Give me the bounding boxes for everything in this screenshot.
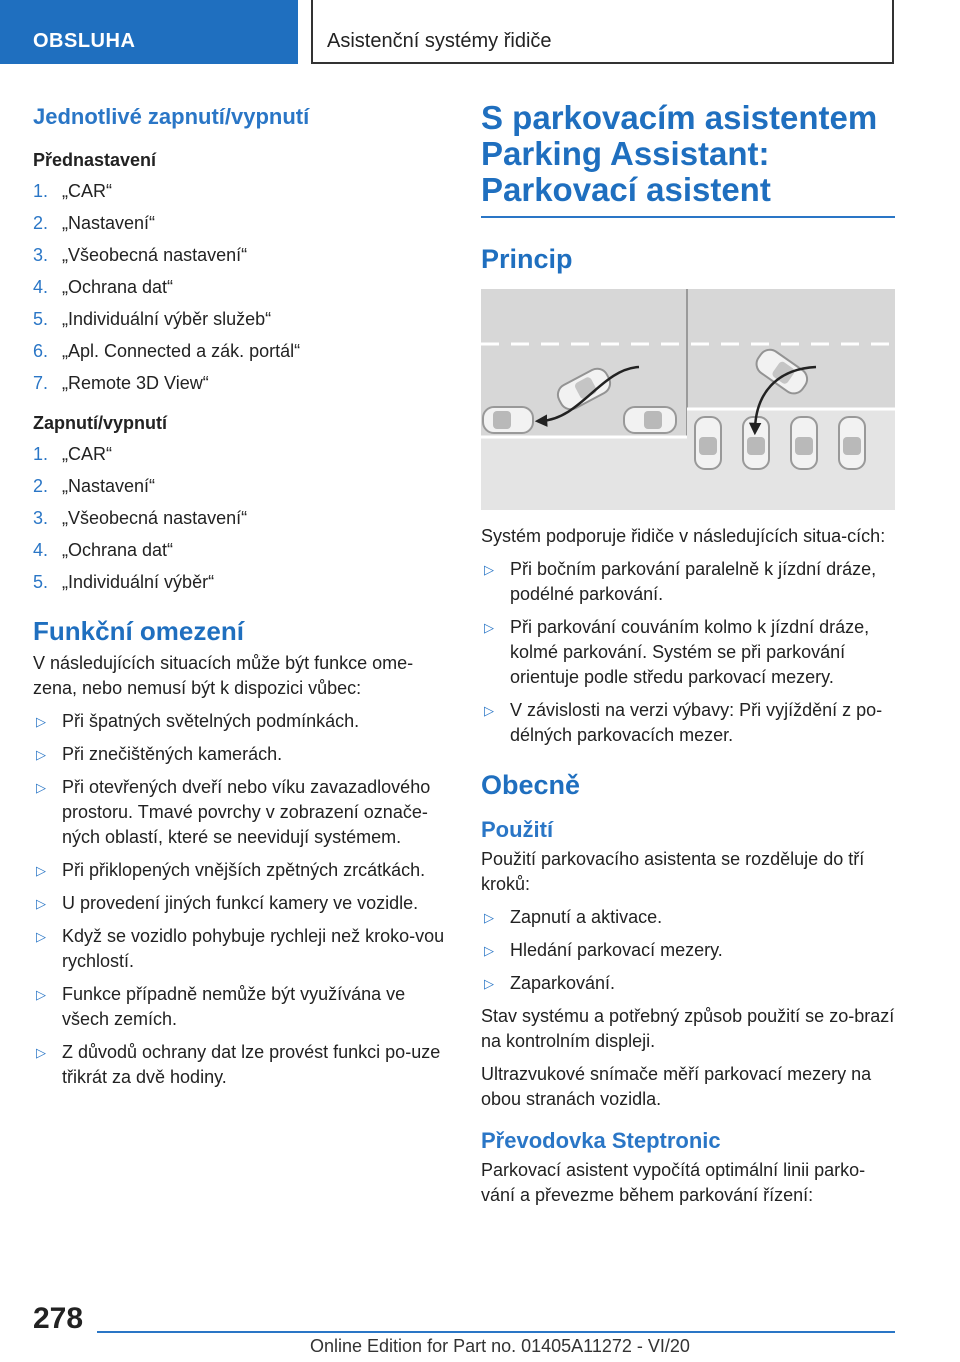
header-chapter-box xyxy=(311,0,894,64)
triangle-right-icon: ▷ xyxy=(484,943,494,958)
list-item: ▷ Když se vozidlo pohybuje rychleji než kroko‐vou rychlostí. xyxy=(36,926,445,971)
title-rule xyxy=(481,216,895,218)
use-intro: Použití parkovacího asistenta se rozděluje do tří kroků: xyxy=(481,849,865,894)
use-heading: Použití xyxy=(481,817,554,842)
list-item: 3. „Všeobecná nastavení“ xyxy=(33,245,248,265)
triangle-right-icon: ▷ xyxy=(36,714,46,729)
use-paragraph-1: Stav systému a potřebný způsob použití se zo‐brazí na kontrolním displeji. xyxy=(481,1006,895,1051)
list-item: ▷ Při otevřených dveří nebo víku zavazadlového prostoru. Tmavé povrchy v zobrazení označe‐ných oblastí, které se neevidují systémem. xyxy=(36,777,431,847)
chapter-title: S parkovacím asistentem Parking Assistant: Parkovací asistent xyxy=(481,99,878,208)
principle-heading: Princip xyxy=(481,244,573,274)
footer-edition: Online Edition for Part no. 01405A11272 - VI/20 xyxy=(310,1336,690,1356)
right-column xyxy=(481,100,895,1208)
list-item: 7. „Remote 3D View“ xyxy=(33,373,209,393)
gearbox-heading: Převodovka Steptronic xyxy=(481,1128,721,1153)
use-paragraph-2: Ultrazvukové snímače měří parkovací mezery na obou stranách vozidla. xyxy=(481,1064,872,1109)
list-item: ▷ Při bočním parkování paralelně k jízdní dráze, podélné parkování. xyxy=(484,559,877,604)
preset-label: Přednastavení xyxy=(33,150,157,170)
list-item: ▷ V závislosti na verzi výbavy: Při vyjíždění z po‐délných parkovacích mezer. xyxy=(484,700,883,745)
list-item: ▷ Při parkování couváním kolmo k jízdní dráze, kolmé parkování. Systém se při parkování orientuje podle středu parkovací mezery. xyxy=(484,617,870,687)
principle-list xyxy=(481,557,895,748)
list-item: ▷ Zaparkování. xyxy=(481,971,895,996)
principle-intro: Systém podporuje řidiče v následujících situa‐cích: xyxy=(481,526,886,546)
parking-diagram xyxy=(481,289,895,510)
list-item: ▷ Z důvodů ochrany dat lze provést funkci po‐uze třikrát za dvě hodiny. xyxy=(36,1042,441,1087)
limits-list xyxy=(33,709,448,1090)
left-column xyxy=(33,100,448,1090)
car-icon xyxy=(624,407,676,433)
list-item: 2. „Nastavení“ xyxy=(33,476,156,496)
triangle-right-icon: ▷ xyxy=(36,896,46,911)
triangle-right-icon: ▷ xyxy=(36,987,46,1002)
onoff-list xyxy=(33,438,448,598)
list-item: 1. „CAR“ xyxy=(33,444,112,464)
limits-heading: Funkční omezení xyxy=(33,616,244,646)
preset-list xyxy=(33,175,448,399)
car-icon xyxy=(483,407,533,433)
list-item: 4. „Ochrana dat“ xyxy=(33,277,174,297)
general-heading: Obecně xyxy=(481,770,581,800)
list-item: 5. „Individuální výběr“ xyxy=(33,572,215,592)
car-icon xyxy=(839,417,865,469)
car-icon xyxy=(791,417,817,469)
list-item: 1. „CAR“ xyxy=(33,181,112,201)
triangle-right-icon: ▷ xyxy=(484,976,494,991)
list-item: ▷ Zapnutí a aktivace. xyxy=(481,905,895,930)
limits-intro: V následujících situacích může být funkce ome‐zena, nebo nemusí být k dispozici vůbec: xyxy=(33,653,414,698)
onoff-label: Zapnutí/vypnutí xyxy=(33,413,167,433)
list-item: ▷ Hledání parkovací mezery. xyxy=(481,938,895,963)
list-item: ▷ Při přiklopených vnějších zpětných zrcátkách. xyxy=(33,858,448,883)
triangle-right-icon: ▷ xyxy=(36,1045,46,1060)
triangle-right-icon: ▷ xyxy=(484,910,494,925)
use-list xyxy=(481,905,895,996)
header-section-label: OBSLUHA xyxy=(33,30,136,52)
parking-illustration xyxy=(481,289,895,510)
list-item: 6. „Apl. Connected a zák. portál“ xyxy=(33,341,301,361)
list-item: 5. „Individuální výběr služeb“ xyxy=(33,309,272,329)
list-item: ▷ Při špatných světelných podmínkách. xyxy=(33,709,448,734)
triangle-right-icon: ▷ xyxy=(36,929,46,944)
car-icon xyxy=(695,417,721,469)
list-item: ▷ Funkce případně nemůže být využívána ve všech zemích. xyxy=(36,984,406,1029)
triangle-right-icon: ▷ xyxy=(484,562,494,577)
triangle-right-icon: ▷ xyxy=(484,620,494,635)
header-section-tab xyxy=(0,0,298,64)
triangle-right-icon: ▷ xyxy=(484,703,494,718)
list-item: 3. „Všeobecná nastavení“ xyxy=(33,508,248,528)
list-item: ▷ Při znečištěných kamerách. xyxy=(33,742,448,767)
triangle-right-icon: ▷ xyxy=(36,747,46,762)
triangle-right-icon: ▷ xyxy=(36,780,46,795)
gearbox-paragraph: Parkovací asistent vypočítá optimální linii parko‐vání a převezme během parkování řízení: xyxy=(481,1160,866,1205)
footer-rule xyxy=(97,1331,895,1333)
triangle-right-icon: ▷ xyxy=(36,863,46,878)
list-item: ▷ U provedení jiných funkcí kamery ve vozidle. xyxy=(33,891,448,916)
list-item: 4. „Ochrana dat“ xyxy=(33,540,174,560)
page-number: 278 xyxy=(33,1302,84,1335)
header-chapter-label: Asistenční systémy řidiče xyxy=(327,30,552,52)
single-toggle-heading: Jednotlivé zapnutí/vypnutí xyxy=(33,104,310,129)
list-item: 2. „Nastavení“ xyxy=(33,213,156,233)
